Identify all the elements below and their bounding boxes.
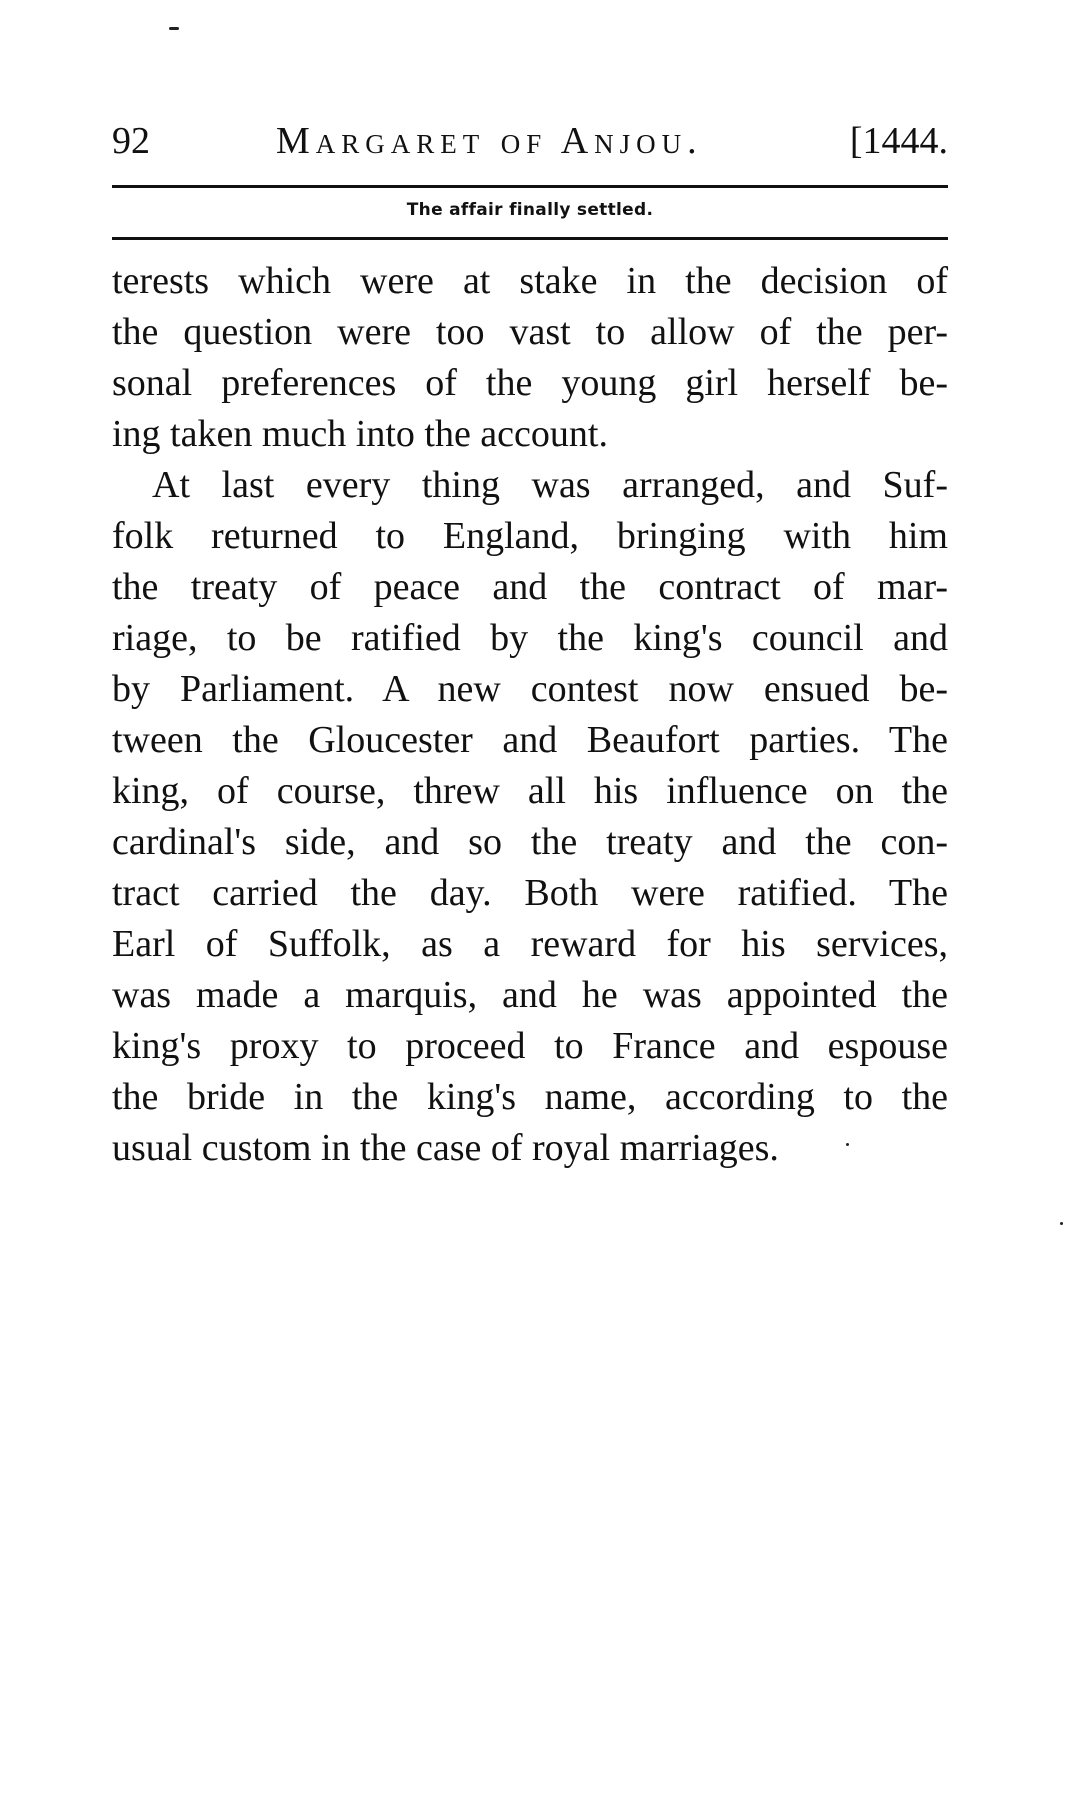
text-line: by Parliament. A new contest now ensued be- [112,668,948,710]
page-header [112,118,948,164]
text-line: king, of course, threw all his influence on the [112,770,948,812]
paragraph-2 [112,460,948,1174]
paragraph-1 [112,256,948,460]
text-line: Earl of Suffolk, as a reward for his services, [112,923,948,965]
text-line: the treaty of peace and the contract of mar- [112,566,948,608]
text-line: king's proxy to proceed to France and espouse [112,1025,948,1067]
text-line: was made a marquis, and he was appointed the [112,974,948,1016]
text-line: the question were too vast to allow of the per- [112,311,948,353]
text-line: tween the Gloucester and Beaufort parties. The [112,719,948,761]
page-number: 92 [112,120,150,162]
text-line: At last every thing was arranged, and Suf- [152,464,948,506]
body-text [112,256,948,1174]
text-line: terests which were at stake in the decision of [112,260,948,302]
ink-speck [169,27,179,30]
text-line: riage, to be ratified by the king's council and [112,617,948,659]
text-line: ing taken much into the account. [112,413,608,455]
header-rule-top [112,185,948,188]
text-line: cardinal's side, and so the treaty and the con- [112,821,948,863]
text-line: the bride in the king's name, according to the [112,1076,948,1118]
text-line: sonal preferences of the young girl herself be- [112,362,948,404]
text-line: tract carried the day. Both were ratified. The [112,872,948,914]
ink-speck [1060,1222,1063,1225]
section-subtitle: The affair finally settled. [406,200,654,220]
text-line: folk returned to England, bringing with him [112,515,948,557]
header-year: [1444. [849,120,948,162]
ink-speck [846,1143,849,1146]
running-title: Margaret of Anjou. [276,120,703,162]
header-rule-bottom [112,237,948,240]
text-line: usual custom in the case of royal marriages. [112,1127,779,1169]
